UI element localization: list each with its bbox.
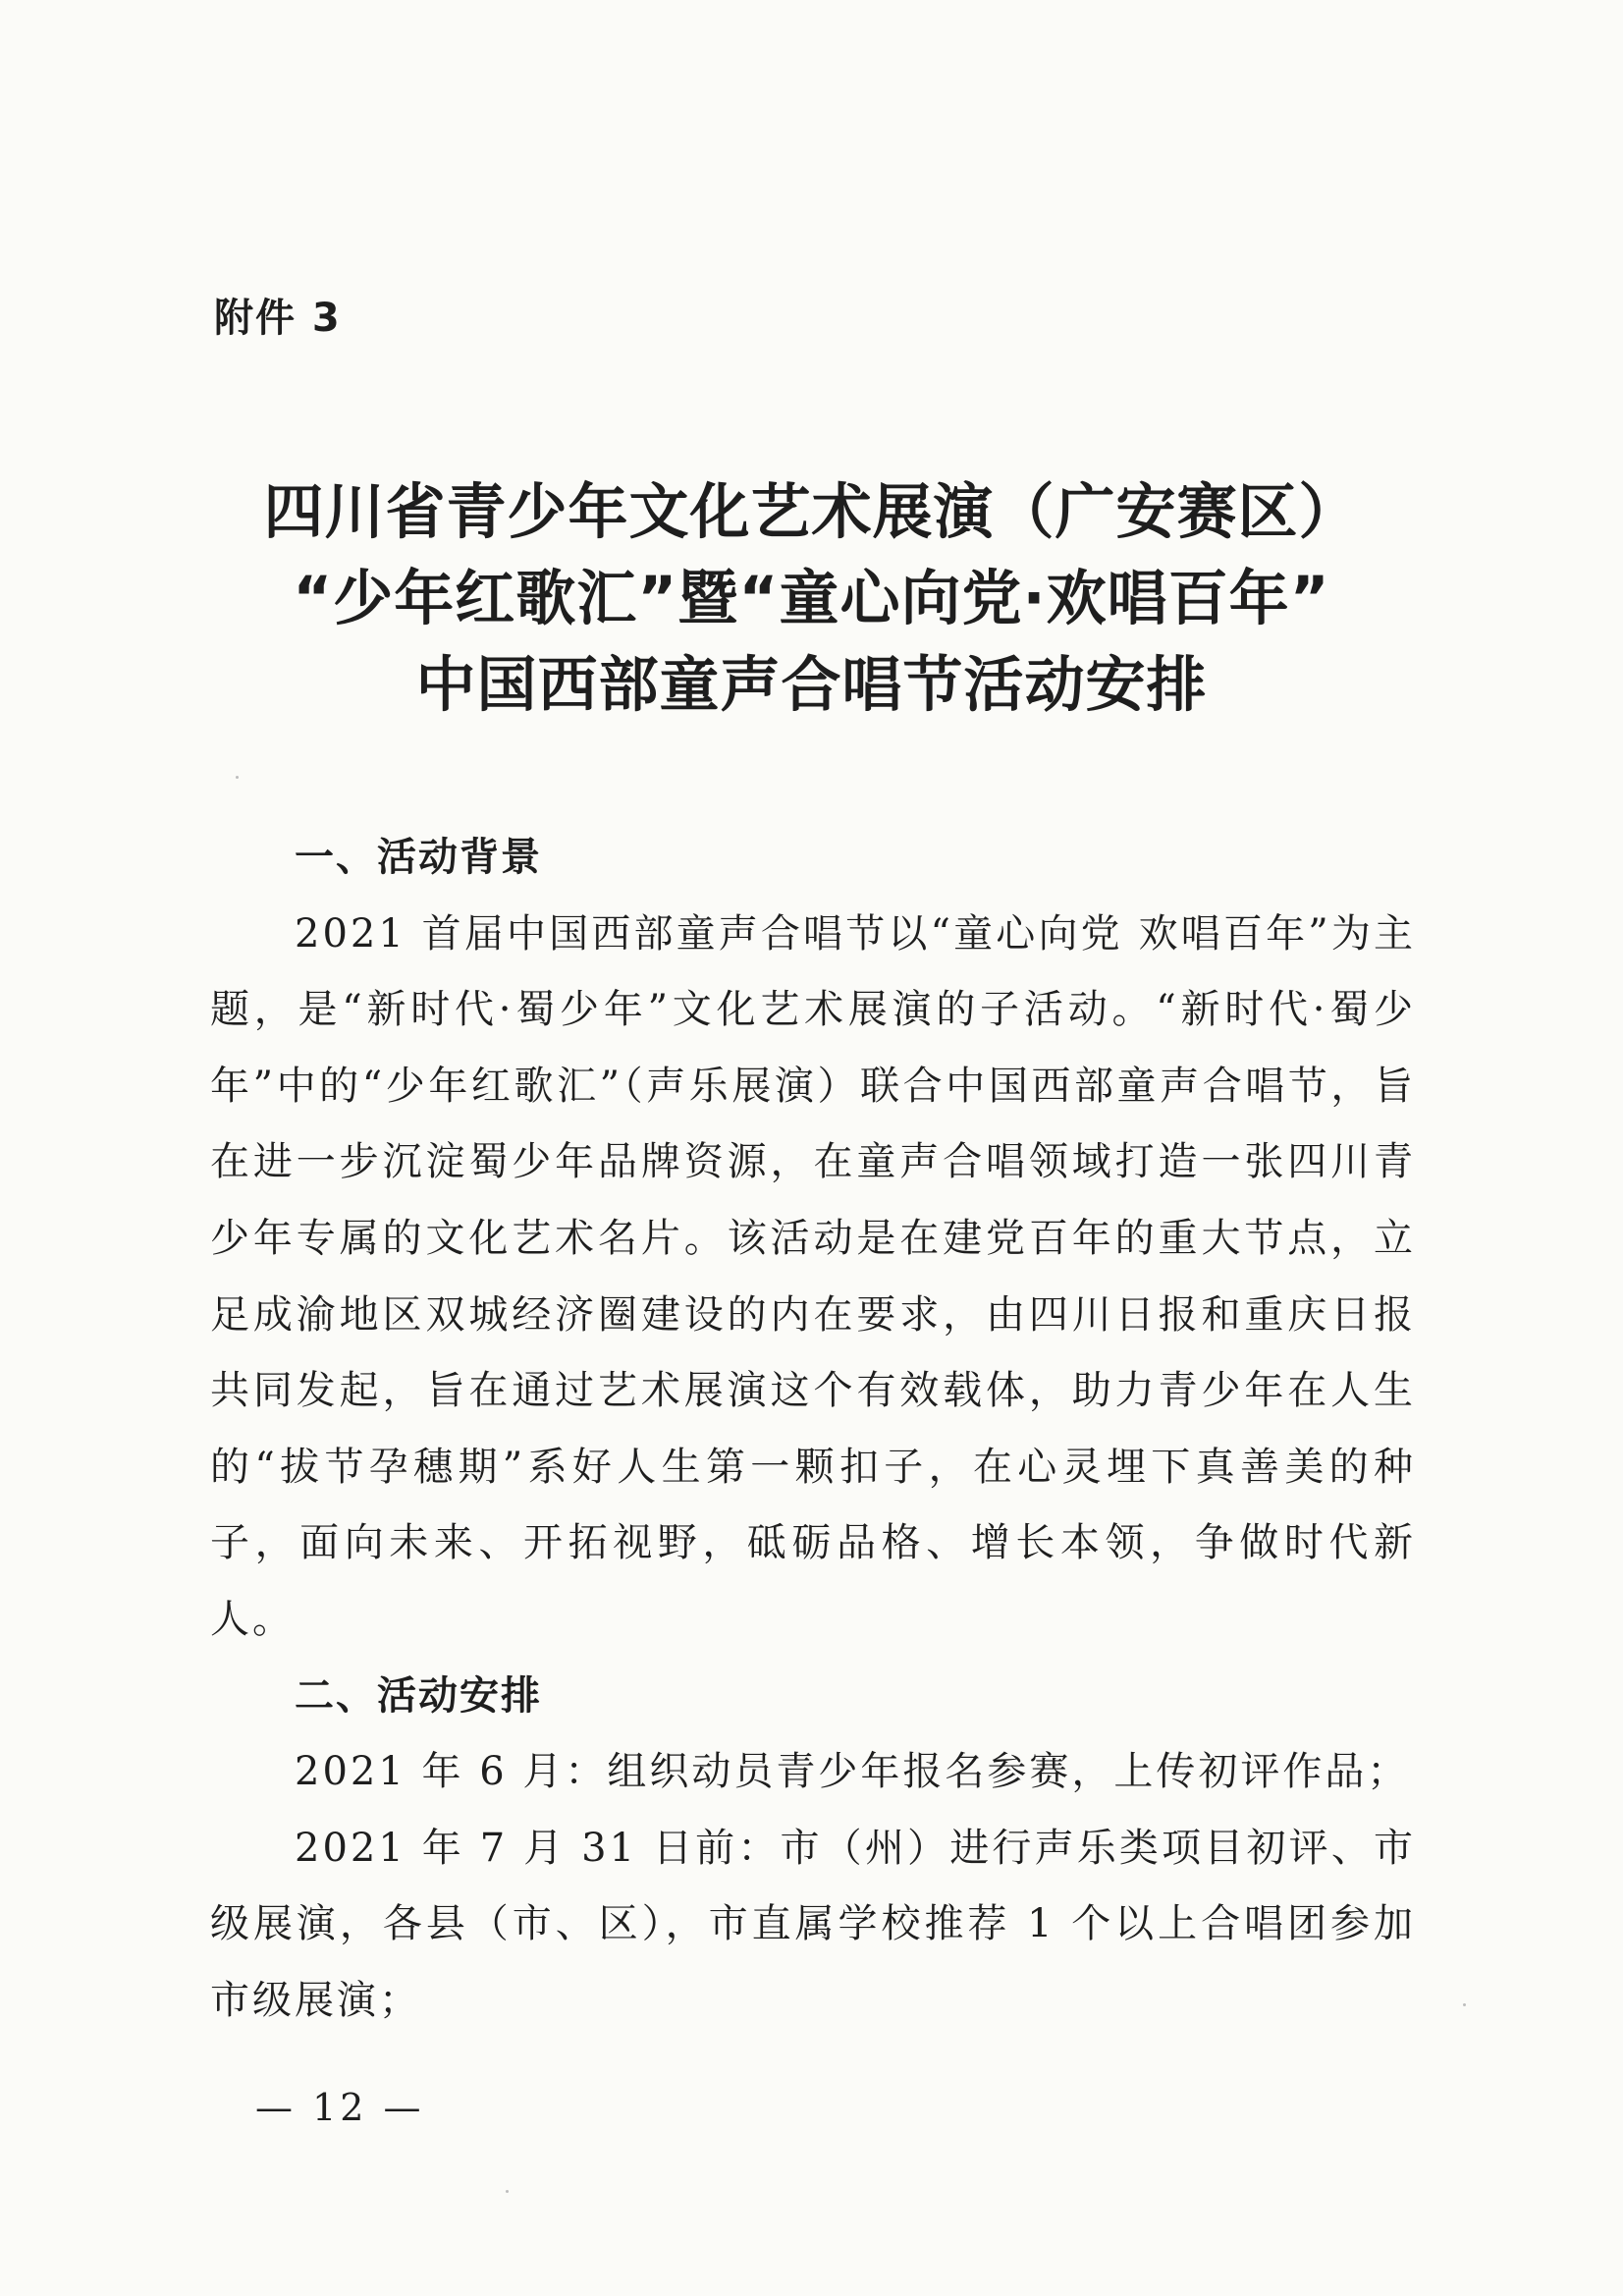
arrangement-paragraph-july: 2021 年 7 月 31 日前：市（州）进行声乐类项目初评、市级展演，各县（市、区），市直属学校推荐 1 个以上合唱团参加市级展演； bbox=[210, 1825, 1416, 2023]
document-title bbox=[157, 469, 1466, 729]
arrangement-paragraph-june: 2021 年 6 月：组织动员青少年报名参赛，上传初评作品； bbox=[295, 1749, 1410, 1795]
background-paragraph: 2021 首届中国西部童声合唱节以“童心向党 欢唱百年”为主题，是“新时代·蜀少年”文化艺术展演的子活动。“新时代·蜀少年”中的“少年红歌汇”（声乐展演）联合中国西部童声合唱节，旨在进一步沉淀蜀少年品牌资源，在童声合唱领域打造一张四川青少年专属的文化艺术名片。该活动是在建党百年的重大节点，立足成渝地区双城经济圈建设的内在要求，由四川日报和重庆日报共同发起，旨在通过艺术展演这个有效载体，助力青少年在人生的“拔节孕穗期”系好人生第一颗扣子，在心灵埋下真善美的种子，面向未来、开拓视野，砥砺品格、增长本领，争做时代新人。 bbox=[210, 910, 1416, 1642]
scan-speck bbox=[1463, 2003, 1466, 2006]
title-line-1: 四川省青少年文化艺术展演（广安赛区） bbox=[263, 477, 1360, 547]
document-body bbox=[210, 820, 1416, 2040]
title-line-3: 中国西部童声合唱节活动安排 bbox=[415, 650, 1208, 720]
page-number: — 12 — bbox=[255, 2086, 425, 2129]
section-heading-background: 一、活动背景 bbox=[295, 835, 542, 880]
section-heading-arrangement: 二、活动安排 bbox=[295, 1672, 542, 1719]
scan-speck bbox=[506, 2190, 509, 2193]
scan-speck bbox=[236, 776, 239, 779]
title-line-2: “少年红歌汇”暨“童心向党·欢唱百年” bbox=[293, 564, 1330, 633]
attachment-label: 附件 3 bbox=[214, 296, 342, 341]
